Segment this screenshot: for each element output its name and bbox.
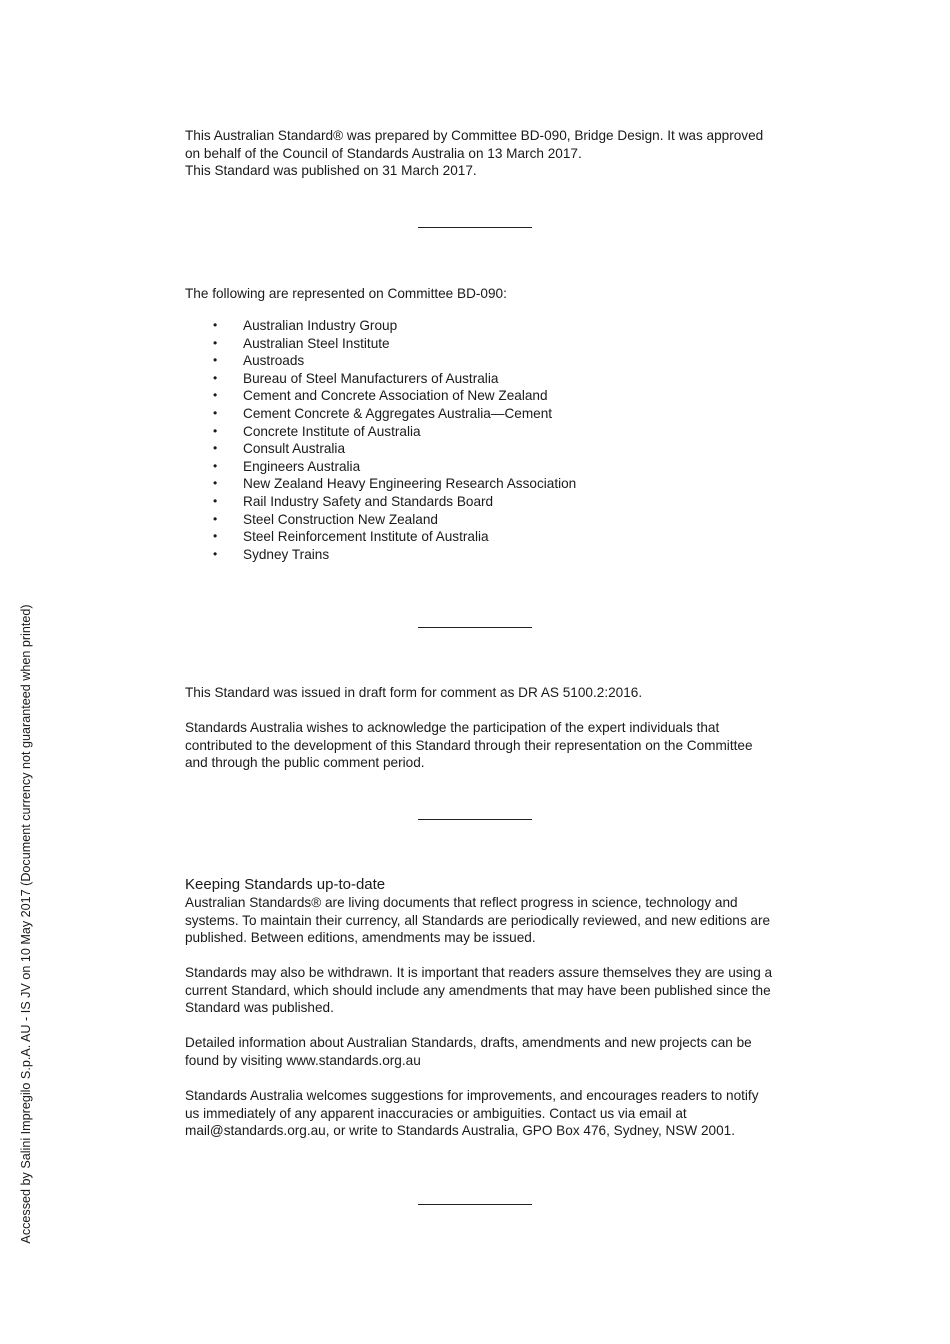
list-item: • Australian Steel Institute <box>213 335 390 351</box>
list-item: • Sydney Trains <box>213 546 330 562</box>
suggestions-paragraph: Standards Australia welcomes suggestions for improvements, and encourages readers to notify us immediately of any apparent inaccuracies or ambiguities. Contact us via email at mail@standards.org.au, or write to Standards Australia, GPO Box 476, Sydney, NSW 2001. <box>185 1088 759 1138</box>
preparation-statement: This Australian Standard® was prepared by Committee BD-090, Bridge Design. It was approved on behalf of the Council of Standards Australia on 13 March 2017. This Standard was published on 31 March 2017. <box>185 128 764 178</box>
email-link[interactable]: mail@standards.org.au <box>185 1123 326 1138</box>
bullet-icon: • <box>213 441 218 456</box>
bullet-icon: • <box>213 458 218 473</box>
list-item: • Austroads <box>213 353 305 369</box>
list-item: • Rail Industry Safety and Standards Board <box>213 493 494 509</box>
living-documents-paragraph: Australian Standards® are living documents that reflect progress in science, technology and systems. To maintain their currency, all Standards are periodically reviewed, and new editions are published. Between editions, amendments may be issued. <box>185 895 771 945</box>
list-item: • New Zealand Heavy Engineering Research Association <box>213 476 577 492</box>
list-item: • Cement and Concrete Association of New Zealand <box>213 388 548 404</box>
draft-statement: This Standard was issued in draft form for comment as DR AS 5100.2:2016. <box>185 685 643 700</box>
list-item: • Cement Concrete & Aggregates Australia—Cement <box>213 405 553 421</box>
bullet-icon: • <box>213 405 218 420</box>
bullet-icon: • <box>213 370 218 385</box>
bullet-icon: • <box>213 493 218 508</box>
bullet-icon: • <box>213 353 218 368</box>
section-divider <box>418 1204 532 1205</box>
list-item: • Steel Construction New Zealand <box>213 511 438 527</box>
committee-intro: The following are represented on Committee BD-090: <box>185 286 507 301</box>
access-watermark: Accessed by Salini Impregilo S.p.A. AU - IS JV on 10 May 2017 (Document currency not guaranteed when printed) <box>19 604 33 1244</box>
list-item: • Steel Reinforcement Institute of Australia <box>213 529 489 545</box>
list-item: • Engineers Australia <box>213 458 361 474</box>
bullet-icon: • <box>213 335 218 350</box>
information-paragraph: Detailed information about Australian Standards, drafts, amendments and new projects can be found by visiting www.standards.org.au <box>185 1035 752 1068</box>
committee-members-list <box>185 317 576 563</box>
section-divider <box>418 819 532 820</box>
acknowledgement-paragraph: Standards Australia wishes to acknowledge the participation of the expert individuals that contributed to the development of this Standard through their representation on the Committee and through the public comment period. <box>185 720 753 770</box>
bullet-icon: • <box>213 423 218 438</box>
bullet-icon: • <box>213 318 218 332</box>
bullet-icon: • <box>213 511 218 526</box>
withdrawn-paragraph: Standards may also be withdrawn. It is important that readers assure themselves they are using a current Standard, which should include any amendments that may have been published since the Standard was published. <box>185 965 773 1015</box>
website-link[interactable]: www.standards.org.au <box>286 1052 421 1068</box>
section-divider <box>418 227 532 228</box>
list-item: • Concrete Institute of Australia <box>213 423 421 439</box>
bullet-icon: • <box>213 546 218 561</box>
section-heading: Keeping Standards up-to-date <box>185 876 386 893</box>
bullet-icon: • <box>213 476 218 491</box>
bullet-icon: • <box>213 388 218 403</box>
list-item: • Australian Industry Group <box>213 318 398 333</box>
list-item: • Consult Australia <box>213 441 346 457</box>
section-divider <box>418 627 532 628</box>
bullet-icon: • <box>213 529 218 544</box>
list-item: • Bureau of Steel Manufacturers of Australia <box>213 370 499 386</box>
